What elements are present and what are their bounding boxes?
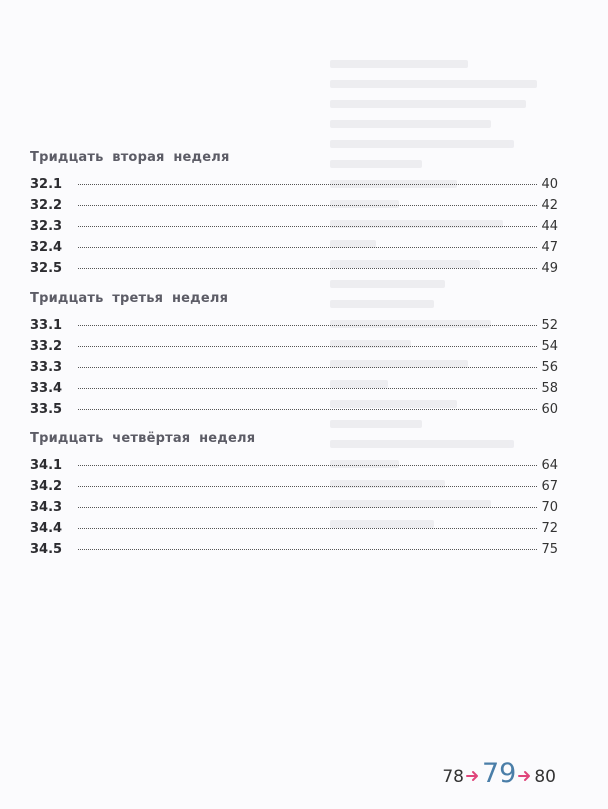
toc-row[interactable] — [30, 216, 558, 237]
dot-leader — [78, 507, 537, 508]
dot-leader — [78, 409, 537, 410]
dot-leader — [78, 205, 537, 206]
page-number: 40 — [541, 177, 558, 192]
page-number: 47 — [541, 240, 558, 255]
page-number: 75 — [541, 542, 558, 557]
page-number: 56 — [541, 360, 558, 375]
page-number: 44 — [541, 219, 558, 234]
entry-number: 34.1 — [30, 458, 63, 473]
page-number: 42 — [541, 198, 558, 213]
arrow-right-icon — [518, 769, 532, 783]
page-number: 58 — [541, 381, 558, 396]
toc-row[interactable] — [30, 258, 558, 279]
prev-page-number: 78 — [442, 767, 464, 787]
dot-leader — [78, 528, 537, 529]
entry-number: 33.3 — [30, 360, 63, 375]
page-number: 54 — [541, 339, 558, 354]
page-number: 49 — [541, 261, 558, 276]
entry-number: 33.5 — [30, 402, 63, 417]
entry-number: 32.4 — [30, 240, 63, 255]
page-number: 52 — [541, 318, 558, 333]
toc-section-week-33 — [30, 291, 558, 420]
page-number: 64 — [541, 458, 558, 473]
dot-leader — [78, 388, 537, 389]
toc-section-week-32 — [30, 150, 558, 279]
entry-number: 33.2 — [30, 339, 63, 354]
entry-number: 32.5 — [30, 261, 63, 276]
dot-leader — [78, 184, 537, 185]
toc-row[interactable] — [30, 195, 558, 216]
toc-row[interactable] — [30, 237, 558, 258]
dot-leader — [78, 549, 537, 550]
dot-leader — [78, 268, 537, 269]
entry-number: 34.2 — [30, 479, 63, 494]
toc-row[interactable] — [30, 357, 558, 378]
page-indicator — [442, 758, 556, 789]
dot-leader — [78, 346, 537, 347]
page-number: 60 — [541, 402, 558, 417]
dot-leader — [78, 325, 537, 326]
entry-number: 33.4 — [30, 381, 63, 396]
entry-number: 32.1 — [30, 177, 63, 192]
toc-row[interactable] — [30, 336, 558, 357]
toc-row[interactable] — [30, 518, 558, 539]
next-page-number: 80 — [534, 767, 556, 787]
toc-row[interactable] — [30, 315, 558, 336]
arrow-right-icon — [466, 769, 480, 783]
page-number: 67 — [541, 479, 558, 494]
dot-leader — [78, 226, 537, 227]
toc-row[interactable] — [30, 539, 558, 560]
entry-number: 34.3 — [30, 500, 63, 515]
toc-row[interactable] — [30, 174, 558, 195]
dot-leader — [78, 465, 537, 466]
entry-number: 32.2 — [30, 198, 63, 213]
entry-number: 34.5 — [30, 542, 63, 557]
page-number: 70 — [541, 500, 558, 515]
dot-leader — [78, 247, 537, 248]
current-page-number: 79 — [482, 758, 517, 789]
section-title: Тридцать четвёртая неделя — [30, 431, 256, 446]
toc-row[interactable] — [30, 455, 558, 476]
dot-leader — [78, 486, 537, 487]
section-title: Тридцать третья неделя — [30, 291, 229, 306]
entry-number: 33.1 — [30, 318, 63, 333]
entry-number: 32.3 — [30, 219, 63, 234]
page-number: 72 — [541, 521, 558, 536]
toc-section-week-34 — [30, 431, 558, 560]
entry-number: 34.4 — [30, 521, 63, 536]
toc-row[interactable] — [30, 378, 558, 399]
section-title: Тридцать вторая неделя — [30, 150, 230, 165]
toc-row[interactable] — [30, 399, 558, 420]
toc-row[interactable] — [30, 476, 558, 497]
dot-leader — [78, 367, 537, 368]
toc-row[interactable] — [30, 497, 558, 518]
